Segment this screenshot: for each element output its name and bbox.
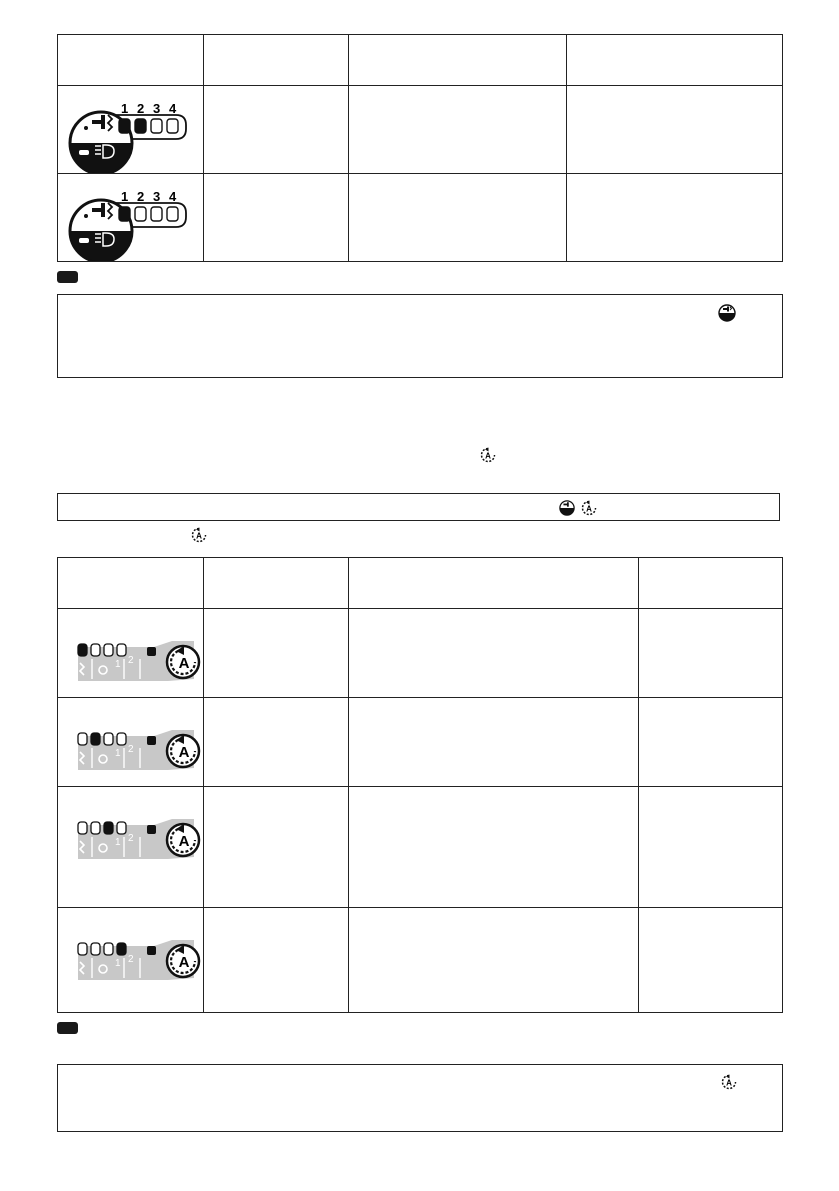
led-unlit: [104, 733, 113, 745]
led-digit: 3: [153, 101, 161, 116]
led-lit: [119, 119, 130, 133]
table-divider: [566, 35, 567, 261]
led-unlit: [151, 207, 162, 221]
table-divider: [348, 558, 349, 1012]
led-unlit: [117, 733, 126, 745]
led-digit: 2: [128, 744, 134, 755]
led-unlit: [91, 943, 100, 955]
table-divider: [58, 697, 782, 698]
led-indicator-illustration: [68, 181, 198, 266]
led-unlit: [78, 733, 87, 745]
auto-assist-mode-icon: [721, 1074, 737, 1090]
auto-assist-mode-icon: [480, 447, 496, 463]
led-unlit: [167, 119, 178, 133]
assist-led-illustration: [68, 722, 202, 781]
svg-text:A: A: [196, 531, 202, 541]
note-box: [57, 1064, 783, 1132]
auto-assist-mode-icon: [581, 500, 597, 516]
note-box: [57, 493, 780, 521]
drill-mode-icon: [718, 304, 736, 322]
led-lit: [117, 943, 126, 955]
auto-assist-led-indicator-icon: [68, 932, 202, 986]
led-unlit: [104, 644, 113, 656]
led-indicator-illustration: [68, 93, 198, 178]
svg-text:A: A: [178, 954, 190, 971]
svg-text:A: A: [178, 655, 190, 672]
led-lit: [119, 207, 130, 221]
led-unlit: [104, 943, 113, 955]
led-digit: 1: [115, 748, 121, 759]
note-box: [57, 294, 783, 378]
assist-led-illustration: [68, 633, 202, 692]
drill-mode-icon: [559, 500, 575, 516]
led-digit: 1: [115, 659, 121, 670]
auto-assist-mode-icon: [191, 527, 207, 543]
note-badge: [57, 1022, 78, 1034]
led-unlit: [78, 943, 87, 955]
led-unlit: [91, 644, 100, 656]
led-digit: 2: [128, 833, 134, 844]
svg-text:A: A: [485, 451, 491, 461]
led-digit: 1: [121, 189, 129, 204]
led-lit: [91, 733, 100, 745]
auto-assist-led-indicator-icon: [68, 722, 202, 776]
led-lit: [78, 644, 87, 656]
auto-assist-led-indicator-icon: [68, 633, 202, 687]
led-digit: 2: [137, 189, 145, 204]
table-divider: [638, 558, 639, 1012]
auto-assist-led-indicator-icon: [68, 811, 202, 865]
led-unlit: [151, 119, 162, 133]
table-divider: [58, 608, 782, 609]
assist-led-illustration: [68, 811, 202, 870]
led-digit: 2: [128, 954, 134, 965]
table-divider: [203, 558, 204, 1012]
drill-mode-led-indicator-icon: [68, 93, 198, 173]
table-divider: [203, 35, 204, 261]
svg-text:A: A: [726, 1078, 732, 1088]
table-divider: [58, 786, 782, 787]
table-divider: [58, 907, 782, 908]
drill-mode-led-indicator-icon: [68, 181, 198, 261]
table-divider: [58, 85, 782, 86]
led-digit: 4: [169, 101, 177, 116]
note-badge: [57, 271, 78, 283]
led-lit: [104, 822, 113, 834]
led-digit: 4: [169, 189, 177, 204]
led-unlit: [167, 207, 178, 221]
svg-text:A: A: [178, 833, 190, 850]
table-divider: [348, 35, 349, 261]
led-unlit: [135, 207, 146, 221]
svg-text:A: A: [178, 744, 190, 761]
led-digit: 2: [137, 101, 145, 116]
led-digit: 2: [128, 655, 134, 666]
led-digit: 1: [121, 101, 129, 116]
led-digit: 1: [115, 837, 121, 848]
led-digit: 1: [115, 958, 121, 969]
assist-mode-table: [57, 557, 783, 1013]
led-lit: [135, 119, 146, 133]
assist-led-illustration: [68, 932, 202, 991]
led-unlit: [91, 822, 100, 834]
led-digit: 3: [153, 189, 161, 204]
led-unlit: [117, 822, 126, 834]
led-mode-table-1: [57, 34, 783, 262]
led-unlit: [117, 644, 126, 656]
led-unlit: [78, 822, 87, 834]
svg-text:A: A: [586, 504, 592, 514]
